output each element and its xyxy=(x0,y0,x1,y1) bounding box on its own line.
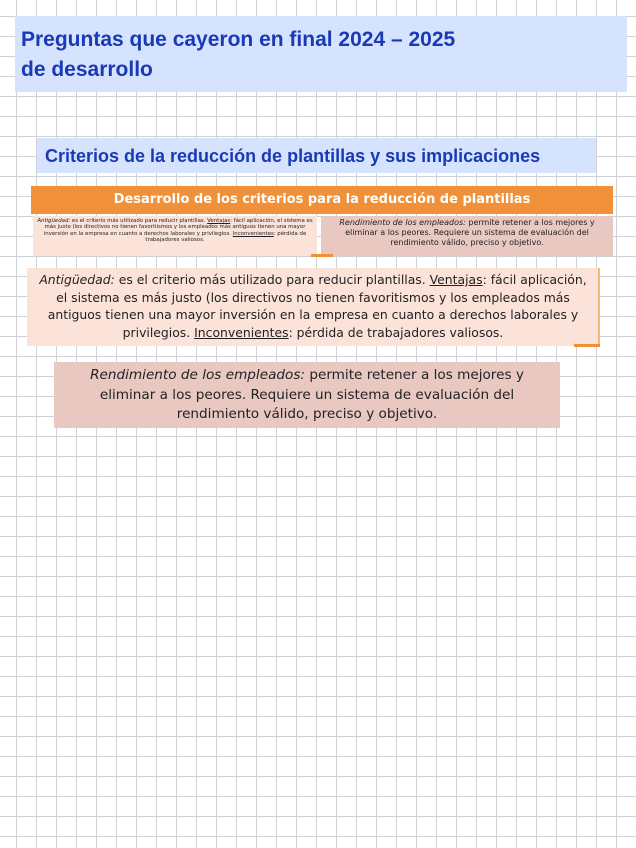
antiguedad-text2: : fácil aplicación, el sistema es más justo (los directivos no tienen favoritismos y los empleados más antiguos tienen una mayor inversión en la empresa en cuanto a derechos laborales y privilegios. xyxy=(47,272,587,340)
antiguedad-text3: : pérdida de trabajadores valiosos. xyxy=(288,324,504,340)
antiguedad-accent-line xyxy=(574,344,600,347)
antiguedad-accent-edge xyxy=(598,268,600,346)
summary-antiguedad-adv-label: Ventajas xyxy=(207,218,231,224)
section-heading: Criterios de la reducción de plantillas y sus implicaciones xyxy=(45,146,541,166)
page-title-line1: Preguntas que cayeron en final 2024 – 2025 xyxy=(21,28,456,51)
summary-rendimiento-text: permite retener a los mejores y eliminar a los peores. Requiere un sistema de evaluación del rendimiento válido, preciso y objetivo. xyxy=(345,218,595,247)
summary-antiguedad-text3: : pérdida de trabajadores valiosos. xyxy=(145,230,307,244)
antiguedad-disadv-label: Inconvenientes xyxy=(194,324,289,340)
antiguedad-adv-label: Ventajas xyxy=(429,272,483,287)
page-title-box xyxy=(15,16,627,92)
page-title-line2: de desarrollo xyxy=(21,58,153,81)
summary-antiguedad-cell xyxy=(33,216,317,256)
summary-antiguedad-disadv-label: Inconvenientes xyxy=(232,230,274,237)
antiguedad-detail-box xyxy=(27,268,599,346)
antiguedad-text1: es el criterio más utilizado para reducir plantillas. xyxy=(114,272,430,287)
section-heading-box xyxy=(37,138,596,173)
rendimiento-detail-box xyxy=(54,362,560,428)
summary-antiguedad-text1: es el criterio más utilizado para reducir plantillas. xyxy=(70,218,208,224)
rendimiento-text: permite retener a los mejores y eliminar a los peores. Requiere un sistema de evaluación del rendimiento válido, preciso y objetivo. xyxy=(99,367,524,422)
summary-antiguedad-term: Antigüedad: xyxy=(37,218,71,224)
summary-rendimiento-term: Rendimiento de los empleados: xyxy=(339,218,466,227)
summary-accent-line xyxy=(311,254,333,257)
antiguedad-term: Antigüedad: xyxy=(39,272,115,287)
rendimiento-term: Rendimiento de los empleados: xyxy=(90,367,306,383)
summary-antiguedad-text2: : fácil aplicación, el sistema es más justo (los directivos no tienen favoritismos y los empleados más antiguos tienen una mayor inversión en la empresa en cuanto a derechos laborales y privilegios. xyxy=(43,218,313,237)
summary-banner: Desarrollo de los criterios para la reducción de plantillas xyxy=(31,186,613,214)
summary-rendimiento-cell xyxy=(321,216,613,256)
